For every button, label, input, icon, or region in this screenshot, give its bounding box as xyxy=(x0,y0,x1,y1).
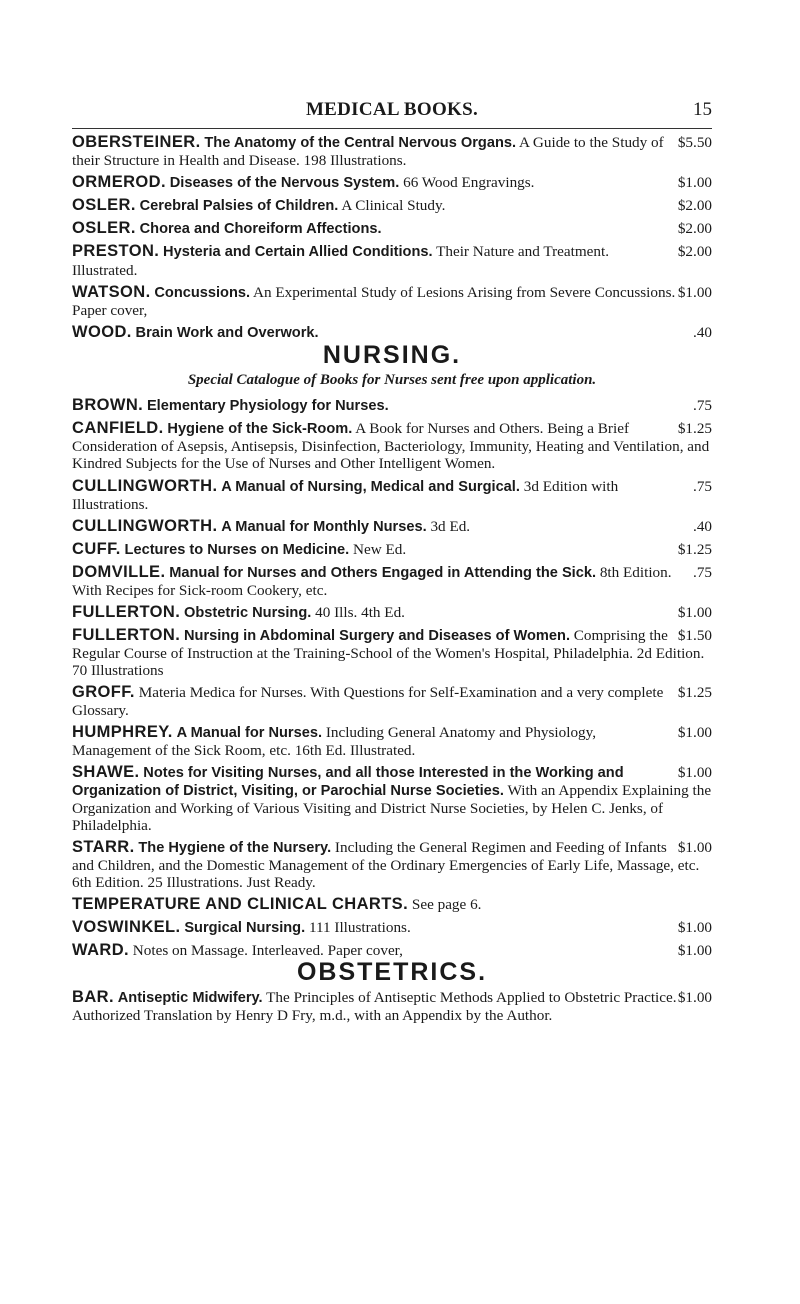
section-heading: OBSTETRICS. xyxy=(296,957,488,986)
book-author: TEMPERATURE AND CLINICAL CHARTS. xyxy=(72,895,409,914)
book-entry xyxy=(72,324,712,342)
header-rule xyxy=(72,128,712,129)
book-author: CANFIELD. xyxy=(72,419,164,438)
book-author: SHAWE. xyxy=(72,762,140,781)
book-price: $1.00 xyxy=(677,988,712,1006)
book-price: .75 xyxy=(693,563,712,581)
book-price: $1.50 xyxy=(677,627,712,645)
book-entry xyxy=(72,134,712,169)
book-title: Obstetric Nursing. xyxy=(184,605,312,622)
book-description: A Clinical Study. xyxy=(341,197,446,215)
book-entry xyxy=(72,518,712,536)
book-author: OSLER. xyxy=(72,219,136,238)
book-description: Their Nature and Treatment. Illustrated. xyxy=(72,243,609,279)
book-price: .75 xyxy=(693,397,712,415)
book-title: Diseases of the Nervous System. xyxy=(169,175,400,192)
book-author: ORMEROD. xyxy=(72,173,166,192)
book-entry xyxy=(72,243,712,278)
book-entry xyxy=(72,604,712,622)
book-title: Nursing in Abdominal Surgery and Diseases of Women. xyxy=(184,628,570,645)
book-entry xyxy=(72,942,712,959)
book-description: Comprising the Regular Course of Instruction at the Training-School of the Women's Hospital, Philadelphia. 2d Edition. 70 Illustrations xyxy=(72,627,705,680)
book-entry xyxy=(72,420,712,472)
book-title: The Anatomy of the Central Nervous Organs. xyxy=(204,135,517,151)
book-price: $1.00 xyxy=(677,174,712,192)
book-description: A Guide to the Study of their Structure in Health and Disease. 198 Illustrations. xyxy=(72,134,664,170)
book-price: $2.00 xyxy=(677,197,712,215)
book-author: CUFF. xyxy=(72,539,121,558)
book-title: Cerebral Palsies of Children. xyxy=(139,198,339,215)
book-price: $1.25 xyxy=(677,684,712,702)
book-price: $1.00 xyxy=(677,723,712,741)
book-entry xyxy=(72,541,712,559)
book-entry xyxy=(72,989,712,1024)
book-title: A Manual for Nurses. xyxy=(176,724,323,741)
page-header xyxy=(72,95,712,125)
book-description: 66 Wood Engravings. xyxy=(403,174,535,192)
page-body xyxy=(72,134,712,1029)
section-heading: NURSING. xyxy=(322,340,462,369)
book-description: 3d Ed. xyxy=(430,517,471,535)
book-entry xyxy=(72,627,712,679)
book-author: CULLINGWORTH. xyxy=(72,476,218,495)
book-title: Lectures to Nurses on Medicine. xyxy=(124,541,350,558)
book-description: The Principles of Antiseptic Methods Applied to Obstetric Practice. Authorized Translation by Henry D Fry, m.d., with an Appendix by the Author. xyxy=(72,988,677,1024)
book-author: FULLERTON. xyxy=(72,603,181,622)
book-author: OBERSTEINER. xyxy=(72,133,201,151)
book-price: .40 xyxy=(693,323,712,341)
book-price: $1.00 xyxy=(677,918,712,936)
page-number: 15 xyxy=(693,99,712,120)
book-price: $1.00 xyxy=(677,941,712,959)
book-description: An Experimental Study of Lesions Arising from Severe Concussions. Paper cover, xyxy=(72,283,676,319)
book-title: Concussions. xyxy=(154,284,251,301)
book-entry xyxy=(72,764,712,834)
book-description: 8th Edition. With Recipes for Sick-room Cookery, etc. xyxy=(72,563,672,599)
book-title: The Hygiene of the Nursery. xyxy=(138,840,332,857)
book-price: $5.50 xyxy=(677,134,712,151)
book-entry xyxy=(72,478,712,513)
book-author: PRESTON. xyxy=(72,242,160,261)
book-entry xyxy=(72,284,712,319)
book-author: WATSON. xyxy=(72,282,151,301)
book-author: WOOD. xyxy=(72,322,132,341)
book-title: Hysteria and Certain Allied Conditions. xyxy=(163,244,433,261)
book-entry xyxy=(72,684,712,718)
book-title: Notes for Visiting Nurses, and all those Interested in the Working and Organization of District, Visiting, or Parochial Nurse Societies. xyxy=(72,764,624,799)
book-title: A Manual of Nursing, Medical and Surgical. xyxy=(221,478,520,495)
book-title: Antiseptic Midwifery. xyxy=(117,989,263,1006)
book-description: 40 Ills. 4th Ed. xyxy=(315,604,405,622)
book-description: Including the General Regimen and Feeding of Infants and Children, and the Domestic Management of the Ordinary Emergencies of Early Life, Massage, etc. 6th Edition. 25 Illustrations. Just Ready. xyxy=(72,839,700,892)
book-price: $1.25 xyxy=(677,420,712,438)
book-entry xyxy=(72,197,712,215)
book-author: WARD. xyxy=(72,940,129,959)
book-price: .40 xyxy=(693,517,712,535)
book-price: $1.25 xyxy=(677,540,712,558)
book-title: Brain Work and Overwork. xyxy=(135,324,319,341)
book-title: Hygiene of the Sick-Room. xyxy=(167,421,353,438)
book-entry xyxy=(72,397,712,415)
book-price: $1.00 xyxy=(677,283,712,301)
book-price: $1.00 xyxy=(677,763,712,781)
book-description: 111 Illustrations. xyxy=(308,918,411,936)
book-description: With an Appendix Explaining the Organization and Working of Various Visiting and District Nurse Societies, by Helen C. Jenks, of Philadelphia. xyxy=(72,781,712,835)
book-entry xyxy=(72,839,712,891)
running-head: MEDICAL BOOKS. xyxy=(305,99,479,120)
book-author: CULLINGWORTH. xyxy=(72,516,218,535)
book-description: See page 6. xyxy=(411,896,482,914)
book-entry xyxy=(72,724,712,759)
book-entry xyxy=(72,896,712,913)
book-description: New Ed. xyxy=(352,540,407,558)
book-author: GROFF. xyxy=(72,683,135,702)
book-title: Manual for Nurses and Others Engaged in Attending the Sick. xyxy=(169,564,597,581)
book-author: FULLERTON. xyxy=(72,626,181,645)
book-description: Materia Medica for Nurses. With Questions for Self-Examination and a very complete Glossary. xyxy=(72,684,664,719)
book-entry xyxy=(72,174,712,192)
book-title: Elementary Physiology for Nurses. xyxy=(146,398,389,415)
book-price: .75 xyxy=(693,477,712,495)
book-author: VOSWINKEL. xyxy=(72,917,181,936)
book-entry xyxy=(72,919,712,937)
book-title: Chorea and Choreiform Affections. xyxy=(139,221,382,238)
book-author: HUMPHREY. xyxy=(72,722,173,741)
book-author: STARR. xyxy=(72,838,135,857)
book-author: OSLER. xyxy=(72,196,136,215)
book-price: $2.00 xyxy=(677,243,712,261)
book-title: Surgical Nursing. xyxy=(184,919,306,936)
book-price: $1.00 xyxy=(677,839,712,857)
book-author: DOMVILLE. xyxy=(72,562,166,581)
book-description: A Book for Nurses and Others. Being a Brief Consideration of Asepsis, Antisepsis, Disinfection, Bacteriology, Immunity, Heating and Ventilation, and Kindred Subjects for the Use of Nurses and Other Intelligent Women. xyxy=(72,420,710,473)
book-description: Notes on Massage. Interleaved. Paper cover, xyxy=(132,941,403,959)
book-price: $1.00 xyxy=(677,604,712,622)
book-entry xyxy=(72,220,712,238)
book-description: Including General Anatomy and Physiology, Management of the Sick Room, etc. 16th Ed. Illustrated. xyxy=(72,723,597,759)
book-entry xyxy=(72,564,712,599)
book-author: BROWN. xyxy=(72,396,144,415)
book-title: A Manual for Monthly Nurses. xyxy=(221,518,427,535)
book-price: $2.00 xyxy=(677,220,712,238)
book-author: BAR. xyxy=(72,987,114,1006)
book-description: 3d Edition with Illustrations. xyxy=(72,477,619,513)
catalogue-note: Special Catalogue of Books for Nurses sent free upon application. xyxy=(187,372,597,389)
